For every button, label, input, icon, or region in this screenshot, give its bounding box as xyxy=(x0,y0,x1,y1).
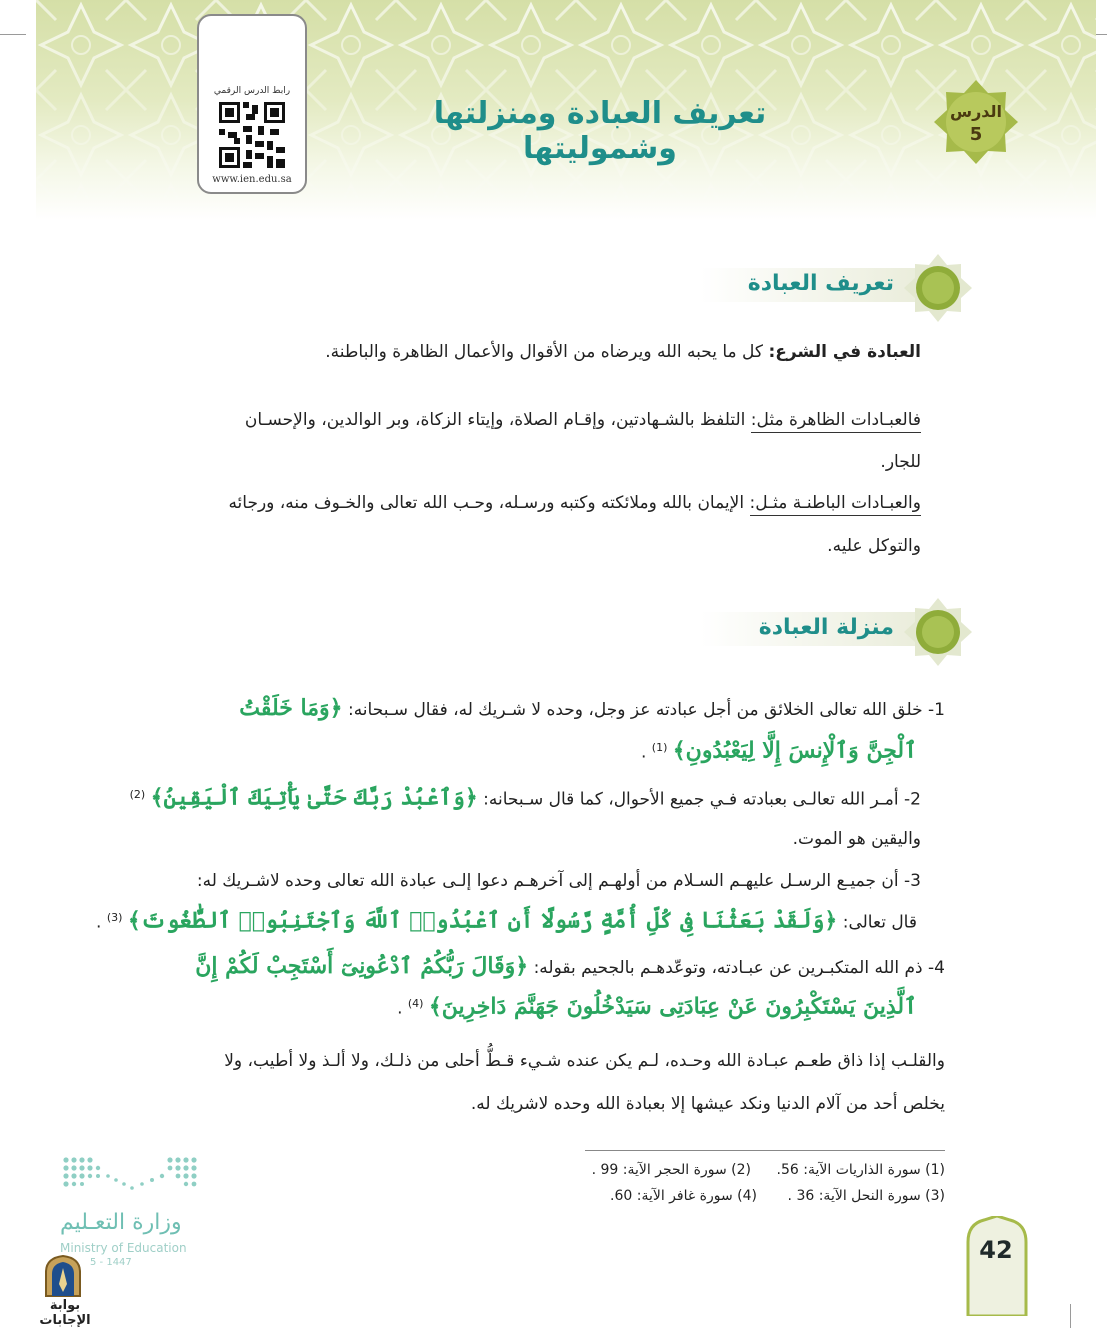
definition-line xyxy=(325,342,921,362)
point-4-verse-b: ٱلَّذِينَ يَسْتَكْبِرُونَ عَنْ عِبَادَتِى سَيَدْخُلُونَ جَهَنَّمَ دَاخِرِينَ﴾ xyxy=(428,993,917,1020)
definition-text: كل ما يحبه الله ويرضاه من الأقوال والأعمال الظاهرة والباطنة. xyxy=(325,342,764,362)
octagram-icon xyxy=(904,254,972,322)
inward-text-2: والتوكل عليه. xyxy=(827,536,921,556)
point-1-verse-b: ٱلْجِنَّ وَٱلْإِنسَ إِلَّا لِيَعْبُدُونِ﴾ xyxy=(672,737,917,764)
page-number: 42 xyxy=(979,1236,1013,1264)
qr-url[interactable]: www.ien.edu.sa xyxy=(212,174,292,185)
footnote-divider xyxy=(585,1150,945,1151)
closing-line-2 xyxy=(471,1094,945,1114)
point-2-text: 2- أمـر الله تعالـى بعبادته فـي جميع الأحوال، كما قال سـبحانه: xyxy=(483,789,921,810)
period: . xyxy=(640,742,647,763)
footnote-ref: (4) xyxy=(407,997,424,1010)
qr-code-icon[interactable] xyxy=(219,102,285,168)
lesson-label: الدرس xyxy=(949,102,1003,121)
outward-text: التلفظ بالشـهادتين، وإقـام الصلاة، وإيتاء الزكاة، وبر الوالدين، والإحسـان xyxy=(244,410,746,430)
watermark-logo-icon xyxy=(40,1254,86,1298)
point-4-line-2 xyxy=(397,994,917,1019)
point-1-line-2 xyxy=(641,738,917,763)
point-2-line xyxy=(130,785,921,810)
crop-mark xyxy=(0,34,26,35)
ministry-logo-icon xyxy=(62,1156,198,1196)
point-3-line-2 xyxy=(96,908,917,933)
page-number-tab xyxy=(966,1216,1028,1316)
page-title: تعريف العبادة ومنزلتها وشموليتها xyxy=(433,96,767,166)
definition-term: العبادة في الشرع: xyxy=(768,342,921,362)
watermark-text: بوابة الإجابات xyxy=(39,1298,91,1328)
outward-line-2 xyxy=(880,452,921,472)
section-heading: تعريف العبادة xyxy=(747,271,894,296)
outward-text-2: للجار. xyxy=(880,452,921,472)
crop-mark xyxy=(1070,1304,1071,1328)
footnote-3: (3) سورة النحل الآية: 36 . xyxy=(787,1188,945,1204)
point-2-line-2 xyxy=(793,829,921,849)
octagram-icon xyxy=(904,598,972,666)
outward-line xyxy=(245,410,921,430)
footnote-ref: (2) xyxy=(129,788,146,801)
period: . xyxy=(397,998,403,1019)
footnote-ref: (1) xyxy=(651,741,668,754)
point-4-verse-a: ﴿وَقَالَ رَبُّكُمُ ٱدْعُونِىٓ أَسْتَجِبْ لَكُمْ إِنَّ xyxy=(195,953,529,979)
point-1-verse-a: ﴿وَمَا خَلَقْتُ xyxy=(239,695,343,721)
point-3-line xyxy=(197,871,921,891)
inward-line xyxy=(228,493,921,513)
footnote-4: (4) سورة غافر الآية: 60. xyxy=(610,1188,757,1204)
footnote-ref: (3) xyxy=(106,911,123,924)
closing-text-2: يخلص أحد من آلام الدنيا ونكد عيشها إلا بعبادة الله وحده لاشريك له. xyxy=(470,1094,945,1114)
closing-text-1: والقلـب إذا ذاق طعـم عبـادة الله وحـده، لـم يكن عنده شـيء قـطُّ أحلى من ذلـك، ولا ألـذ ولا أطيب، ولا xyxy=(224,1051,945,1071)
inward-text: الإيمان بالله وملائكته وكتبه ورسـله، وحـب الله تعالى والخـوف منه، ورجائه xyxy=(228,493,745,513)
section-tab-status xyxy=(700,602,972,656)
point-1-text: 1- خلق الله تعالى الخلائق من أجل عبادته عز وجل، وحده لا شـريك له، فقال سـبحانه: xyxy=(347,700,945,720)
section-heading: منزلة العبادة xyxy=(758,615,894,640)
ministry-name-ar: وزارة التعـليم xyxy=(60,1210,182,1235)
qr-card[interactable] xyxy=(197,14,307,194)
inward-line-2 xyxy=(827,536,921,556)
inward-term: والعبـادات الباطنـة مثـل: xyxy=(750,493,922,516)
qr-label: رابط الدرس الرقمي xyxy=(213,86,291,96)
point-3-text: 3- أن جميـع الرسـل عليهـم السـلام من أولهـم إلى آخرهـم دعوا إلـى عبادة الله تعالى وحده لاشـريك له: xyxy=(196,871,921,891)
footnote-2: (2) سورة الحجر الآية: 99 . xyxy=(591,1162,751,1178)
point-4-line xyxy=(195,953,945,979)
lesson-badge xyxy=(934,80,1018,164)
ministry-year: 5 - 1447 xyxy=(90,1257,132,1268)
point-4-text: 4- ذم الله المتكبـرين عن عبـادته، وتوعّدهـم بالجحيم بقوله: xyxy=(533,958,945,978)
outward-term: فالعبـادات الظاهرة مثل: xyxy=(751,410,921,433)
section-tab-definition xyxy=(700,258,972,312)
closing-line xyxy=(224,1051,945,1071)
period: . xyxy=(96,912,102,933)
point-2-verse: ﴿وَٱعْبُدْ رَبَّكَ حَتَّىٰ يَأْتِيَكَ ٱلْيَقِينُ﴾ xyxy=(150,784,478,811)
lesson-number: 5 xyxy=(969,124,983,145)
footnote-1: (1) سورة الذاريات الآية: 56. xyxy=(776,1162,945,1178)
octagram-icon xyxy=(934,80,1018,164)
point-3-intro: قال تعالى: xyxy=(842,912,917,933)
point-3-verse: ﴿وَلَقَدْ بَعَثْنَا فِى كُلِّ أُمَّةٍ رَّسُولًا أَنِ ٱعْبُدُوا۟ ٱللَّهَ وَٱجْتَنِبُوا۟ ٱلطَّٰغُوتَ﴾ xyxy=(127,907,838,934)
point-1-line xyxy=(239,695,945,721)
point-2-text-2: واليقين هو الموت. xyxy=(792,829,921,849)
ministry-name-en: Ministry of Education xyxy=(60,1241,187,1255)
